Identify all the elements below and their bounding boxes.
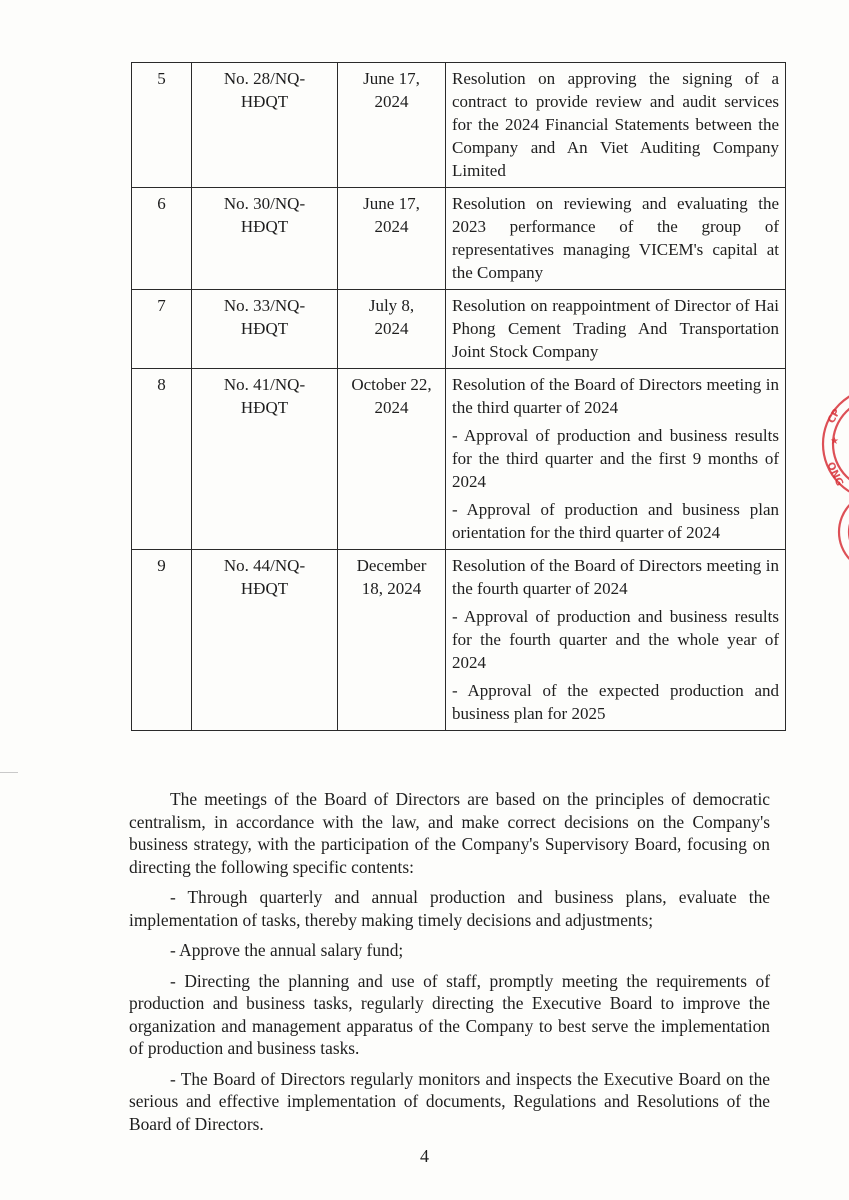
table-row bbox=[132, 63, 786, 188]
resolution-date-cell bbox=[338, 369, 446, 550]
date-line2: 2024 bbox=[374, 217, 409, 236]
date-line2: 2024 bbox=[374, 92, 409, 111]
svg-text:★: ★ bbox=[830, 436, 839, 447]
resolutions-table-container bbox=[131, 62, 786, 731]
date-line1: June 17, bbox=[363, 69, 420, 88]
table-row bbox=[132, 369, 786, 550]
content-paragraph: - Approval of production and business results for the third quarter and the first 9 months of 2024 bbox=[452, 426, 779, 491]
content-paragraph: Resolution on reappointment of Director of Hai Phong Cement Trading And Transportation Joint Stock Company bbox=[452, 296, 779, 361]
company-seal-stamp bbox=[807, 382, 849, 572]
resolution-number-line1: No. 33/NQ- bbox=[223, 296, 306, 315]
resolution-number-line2: HĐQT bbox=[240, 92, 289, 111]
row-no-cell: 7 bbox=[132, 290, 192, 369]
resolution-date-cell bbox=[338, 290, 446, 369]
resolution-number-cell bbox=[192, 369, 338, 550]
content-paragraph: Resolution of the Board of Directors meeting in the fourth quarter of 2024 bbox=[452, 556, 779, 598]
body-paragraph: - Approve the annual salary fund; bbox=[170, 940, 404, 960]
resolution-number-line1: No. 30/NQ- bbox=[223, 194, 306, 213]
content-paragraph: - Approval of production and business plan orientation for the third quarter of 2024 bbox=[452, 500, 779, 542]
resolution-number-line2: HĐQT bbox=[240, 398, 289, 417]
resolution-content-cell bbox=[446, 369, 786, 550]
row-no-cell: 6 bbox=[132, 188, 192, 290]
body-paragraph: - The Board of Directors regularly monitors and inspects the Executive Board on the serious and effective implementation of documents, Regulations and Resolutions of the Board of Directors. bbox=[129, 1068, 770, 1134]
resolution-date-cell bbox=[338, 188, 446, 290]
resolution-content-cell bbox=[446, 188, 786, 290]
date-line2: 18, 2024 bbox=[361, 579, 422, 598]
resolution-content-cell bbox=[446, 63, 786, 188]
resolution-number-line2: HĐQT bbox=[240, 319, 289, 338]
body-paragraph: - Directing the planning and use of staff, promptly meeting the requirements of production and business tasks, regularly directing the Executive Board to improve the organization and management apparatus of the Company to best serve the implementation of production and business tasks. bbox=[129, 970, 770, 1058]
resolution-number-line1: No. 44/NQ- bbox=[223, 556, 306, 575]
body-paragraph: The meetings of the Board of Directors are based on the principles of democratic centralism, in accordance with the law, and make correct decisions on the Company's business strategy, with the participation of the Company's Supervisory Board, focusing on directing the following specific contents: bbox=[129, 789, 770, 877]
resolution-content-cell bbox=[446, 290, 786, 369]
table-row bbox=[132, 550, 786, 731]
body-paragraph: - Through quarterly and annual production and business plans, evaluate the implementation of tasks, thereby making timely decisions and adjustments; bbox=[129, 887, 770, 930]
date-line1: December bbox=[356, 556, 427, 575]
row-no-cell: 9 bbox=[132, 550, 192, 731]
resolution-number-cell bbox=[192, 550, 338, 731]
resolution-number-cell bbox=[192, 290, 338, 369]
content-paragraph: Resolution of the Board of Directors meeting in the third quarter of 2024 bbox=[452, 375, 779, 417]
content-paragraph: Resolution on approving the signing of a contract to provide review and audit services for the 2024 Financial Statements between the Company and An Viet Auditing Company Limited bbox=[452, 69, 779, 180]
resolution-number-cell bbox=[192, 63, 338, 188]
resolution-number-line1: No. 41/NQ- bbox=[223, 375, 306, 394]
resolutions-table bbox=[131, 62, 786, 731]
body-text bbox=[129, 788, 770, 1143]
table-row bbox=[132, 290, 786, 369]
date-line2: 2024 bbox=[374, 398, 409, 417]
content-paragraph: Resolution on reviewing and evaluating the 2023 performance of the group of representatives managing VICEM's capital at the Company bbox=[452, 194, 779, 282]
table-row bbox=[132, 188, 786, 290]
content-paragraph: - Approval of production and business results for the fourth quarter and the whole year of 2024 bbox=[452, 607, 779, 672]
date-line1: July 8, bbox=[368, 296, 415, 315]
date-line2: 2024 bbox=[374, 319, 409, 338]
resolution-date-cell bbox=[338, 550, 446, 731]
resolution-number-line2: HĐQT bbox=[240, 579, 289, 598]
row-no-cell: 5 bbox=[132, 63, 192, 188]
svg-text:CP: CP bbox=[826, 407, 843, 426]
resolution-number-cell bbox=[192, 188, 338, 290]
resolution-date-cell bbox=[338, 63, 446, 188]
resolution-number-line2: HĐQT bbox=[240, 217, 289, 236]
date-line1: June 17, bbox=[363, 194, 420, 213]
margin-mark bbox=[0, 772, 18, 773]
row-no-cell: 8 bbox=[132, 369, 192, 550]
page-number: 4 bbox=[420, 1146, 429, 1166]
date-line1: October 22, bbox=[351, 375, 432, 394]
resolution-number-line1: No. 28/NQ- bbox=[223, 69, 306, 88]
svg-text:ONG: ONG bbox=[824, 460, 845, 488]
resolution-content-cell bbox=[446, 550, 786, 731]
content-paragraph: - Approval of the expected production and business plan for 2025 bbox=[452, 681, 779, 723]
